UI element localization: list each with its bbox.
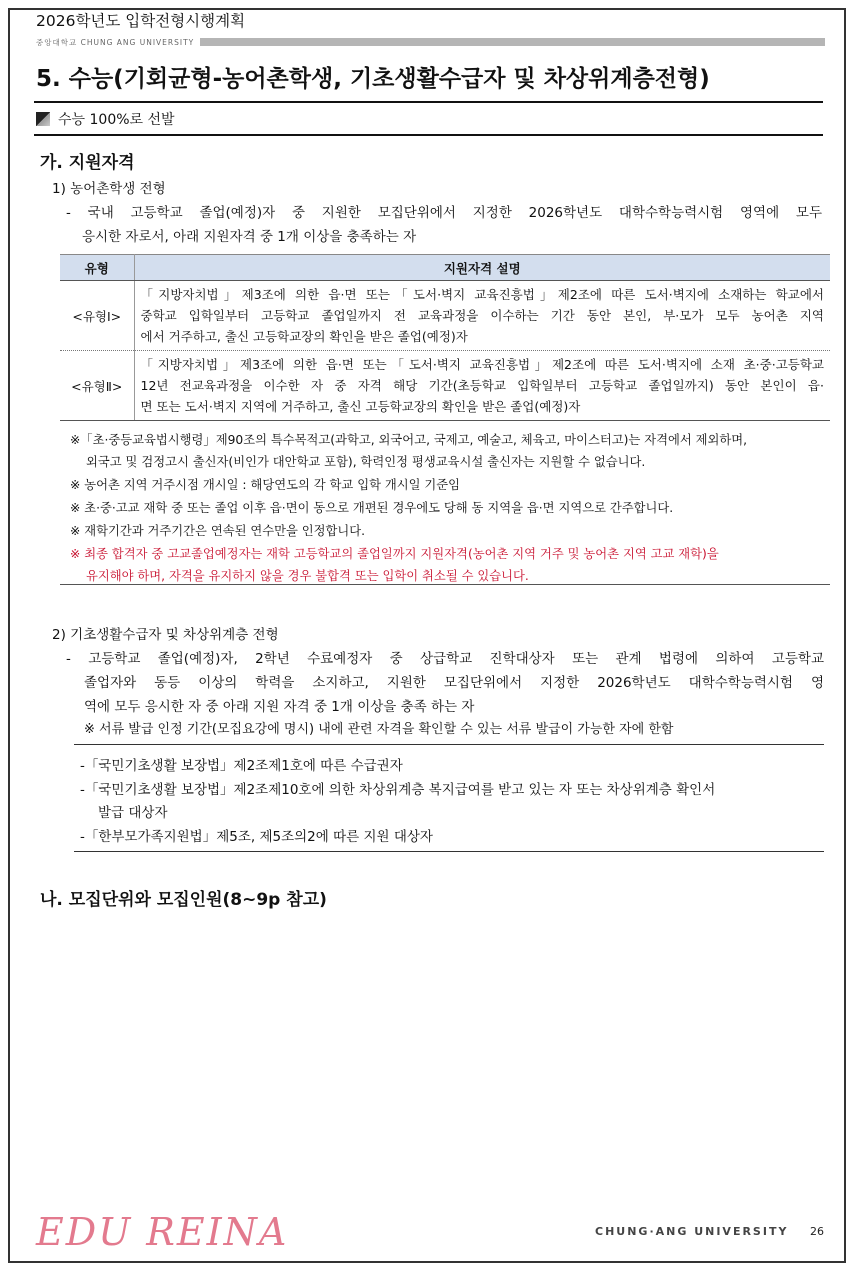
list-divider-top [74,744,824,745]
title-rule-top [34,101,823,103]
page-number: 26 [810,1225,824,1238]
selection-badge-label: 수능 100%로 선발 [58,112,175,128]
table-row [60,351,830,421]
list-item: -「국민기초생활 보장법」제2조제1호에 따른 수급권자 [80,758,403,774]
rural-desc-line1: - 국내 고등학교 졸업(예정)자 중 지원한 모집단위에서 지정한 2026학년도 대학수학능력시험 영역에 모두 [66,205,822,221]
table-cell-desc [134,281,830,351]
desc-line: 중학교 입학일부터 고등학교 졸업일까지 전 교육과정을 이수하는 기간 동안 본인, 부·모가 모두 농어촌 지역 [140,308,824,323]
note-line: 외국고 및 검정고시 출신자(비인가 대안학교 포함), 학력인정 평생교육시설 출신자는 지원할 수 없습니다. [86,455,646,469]
rural-desc-line2: 응시한 자로서, 아래 지원자격 중 1개 이상을 충족하는 자 [82,229,417,245]
table-header-desc: 지원자격 설명 [134,255,830,281]
list-item: -「국민기초생활 보장법」제2조제10호에 의한 차상위계층 복지급여를 받고 있는 자 또는 차상위계층 확인서 [80,782,716,798]
list-divider-bottom [74,851,824,852]
heading-eligibility: 가. 지원자격 [40,153,135,173]
desc-line: 12년 전교육과정을 이수한 자 중 자격 해당 기간(초등학교 입학일부터 고등학교 졸업일까지) 동안 본인이 읍· [140,378,824,393]
notes-divider [60,584,830,585]
desc-line: 에서 거주하고, 출신 고등학교장의 확인을 받은 졸업(예정)자 [140,329,468,344]
table-header-row [60,255,830,281]
desc-line: 「지방자치법」제3조에 의한 읍·면 또는「도서·벽지 교육진흥법」제2조에 따른 도서·벽지에 소재하는 학교에서 [140,287,824,302]
eligibility-table [60,254,830,421]
heading-recruitment-units: 나. 모집단위와 모집인원(8~9p 참고) [40,890,327,910]
university-logo-text: 중앙대학교 CHUNG ANG UNIVERSITY [36,38,195,47]
red-note-line: ※ 최종 합격자 중 고교졸업예정자는 재학 고등학교의 졸업일까지 지원자격(농어촌 지역 거주 및 농어촌 지역 고교 재학)을 [70,547,719,561]
desc-line: 「지방자치법」제3조에 의한 읍·면 또는「도서·벽지 교육진흥법」제2조에 따른 도서·벽지에 소재 초·중·고등학교 [140,357,824,372]
low-income-desc-line3: 역에 모두 응시한 자 중 아래 지원 자격 중 1개 이상을 충족 하는 자 [84,699,475,715]
selection-badge [36,109,175,129]
low-income-desc-line2: 졸업자와 동등 이상의 학력을 소지하고, 지원한 모집단위에서 지정한 2026학년도 대학수학능력시험 영 [84,675,824,691]
note-line: ※ 재학기간과 거주기간은 연속된 연수만을 인정합니다. [70,524,366,538]
red-note-line: 유지해야 하며, 자격을 유지하지 않을 경우 불합격 또는 입학이 취소될 수 있습니다. [86,569,529,583]
document-header-title: 2026학년도 입학전형시행계획 [36,12,246,30]
desc-line: 면 또는 도서·벽지 지역에 거주하고, 출신 고등학교장의 확인을 받은 졸업(예정)자 [140,399,581,414]
list-item: -「한부모가족지원법」제5조, 제5조의2에 따른 지원 대상자 [80,829,433,845]
note-line: ※「초·중등교육법시행령」제90조의 특수목적고(과학고, 외국어고, 국제고, 예술고, 체육고, 마이스터고)는 자격에서 제외하며, [70,433,748,447]
table-row [60,281,830,351]
table-cell-desc [134,351,830,421]
footer-university: CHUNG·ANG UNIVERSITY [595,1225,789,1238]
header-bar [200,38,825,46]
section-title: 5. 수능(기회균형-농어촌학생, 기초생활수급자 및 차상위계층전형) [36,66,710,92]
subheading-rural: 1) 농어촌학생 전형 [52,181,166,197]
note-line: ※ 초·중·고교 재학 중 또는 졸업 이후 읍·면이 동으로 개편된 경우에도 당해 동 지역을 읍·면 지역으로 간주합니다. [70,501,674,515]
list-item-continuation: 발급 대상자 [98,805,168,821]
table-cell-type: <유형Ⅱ> [60,351,134,421]
document-period-note: ※ 서류 발급 인정 기간(모집요강에 명시) 내에 관련 자격을 확인할 수 있는 서류 발급이 가능한 자에 한함 [84,722,674,737]
watermark-text: EDU REINA [36,1210,289,1254]
low-income-desc-line1: - 고등학교 졸업(예정)자, 2학년 수료예정자 중 상급학교 진학대상자 또는 관계 법령에 의하여 고등학교 [66,651,824,667]
table-cell-type: <유형Ⅰ> [60,281,134,351]
subheading-low-income: 2) 기초생활수급자 및 차상위계층 전형 [52,627,279,643]
square-bullet-icon [36,112,50,126]
table-header-type: 유형 [60,255,134,281]
note-line: ※ 농어촌 지역 거주시점 개시일 : 해당연도의 각 학교 입학 개시일 기준임 [70,478,461,492]
title-rule-bottom [34,134,823,136]
